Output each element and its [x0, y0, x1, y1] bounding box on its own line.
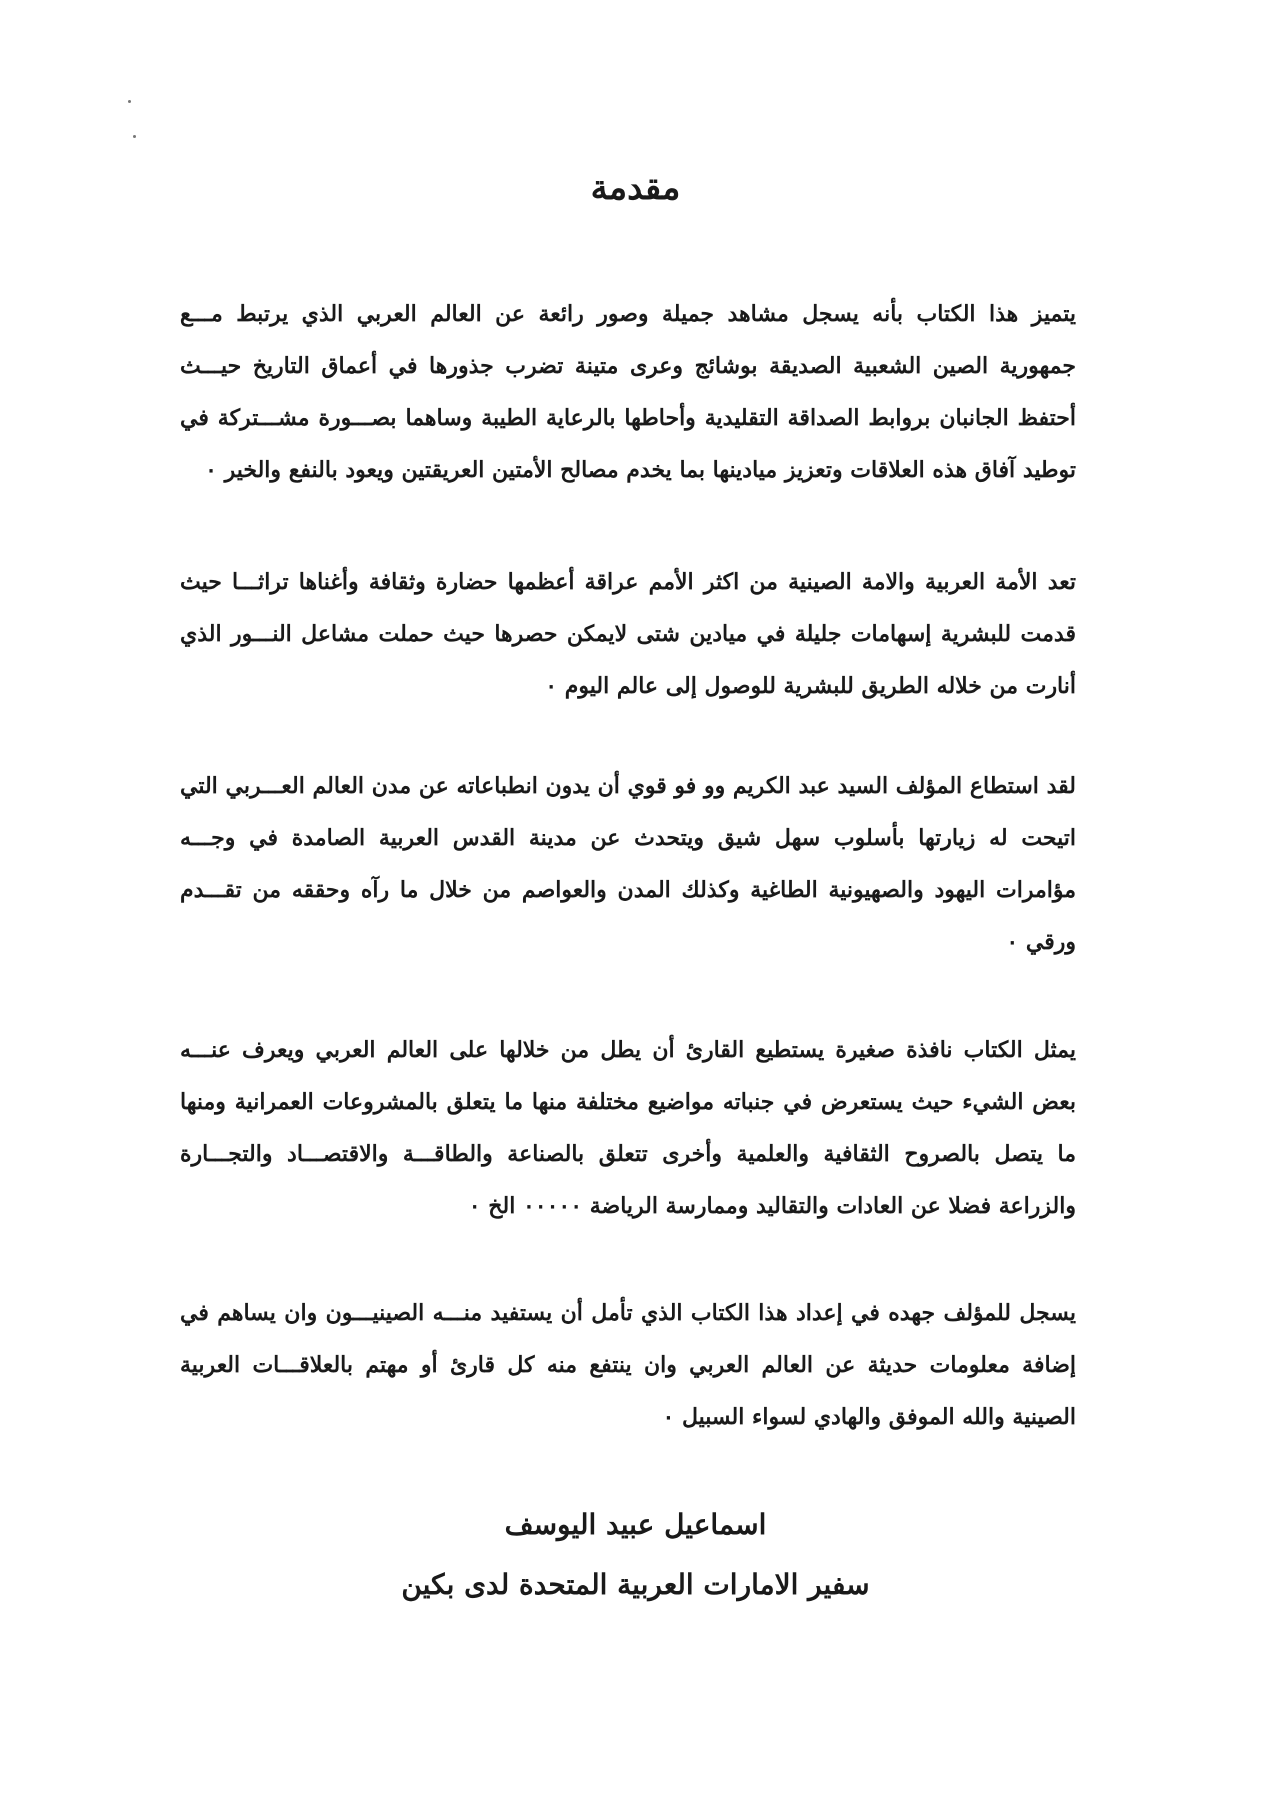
paragraph-4: يمثل الكتاب نافذة صغيرة يستطيع القارئ أن يطل من خلالها على العالم العربي ويعرف عنـــه بعض الشيء حيث يستعرض في جنباته مواضيع مختلفة منها ما يتعلق بالمشروعات العمرانية ومنها ما يتصل بالصروح الثقافية والعلمية وأخرى تتعلق بالصناعة والطاقـــة والاقتصـــاد والتجـــارة والزراعة فضلا عن العادات والتقاليد وممارسة الرياضة ٠٠٠٠٠ الخ ٠ — [180, 1037, 1076, 1219]
paragraph-3: لقد استطاع المؤلف السيد عبد الكريم وو فو قوي أن يدون انطباعاته عن مدن العالم العـــربي التي اتيحت له زيارتها بأسلوب سهل شيق ويتحدث عن مدينة القدس العربية الصامدة في وجـــه مؤامرات اليهود والصهيونية الطاغية وكذلك المدن والعواصم من خلال ما رآه وحققه من تقـــدم ورقي ٠ — [180, 773, 1076, 955]
page-title: مقدمة — [590, 168, 681, 208]
paragraph-2: تعد الأمة العربية والامة الصينية من اكثر الأمم عراقة أعظمها حضارة وثقافة وأغناها تراثـــا حيث قدمت للبشرية إسهامات جليلة في ميادين شتى لايمكن حصرها حيث حملت مشاعل النـــور الذي أنارت من خلاله الطريق للبشرية للوصول إلى عالم اليوم ٠ — [180, 569, 1076, 699]
scan-speck — [133, 135, 136, 138]
signature-title: سفير الامارات العربية المتحدة لدى بكين — [401, 1568, 870, 1601]
signature-name: اسماعيل عبيد اليوسف — [504, 1508, 767, 1541]
paragraph-1: يتميز هذا الكتاب بأنه يسجل مشاهد جميلة وصور رائعة عن العالم العربي الذي يرتبط مـــع جمهورية الصين الشعبية الصديقة بوشائج وعرى متينة تضرب جذورها في أعماق التاريخ حيـــث أحتفظ الجانبان بروابط الصداقة التقليدية وأحاطها بالرعاية الطيبة وساهما بصـــورة مشـــتركة في توطيد آفاق هذه العلاقات وتعزيز ميادينها بما يخدم مصالح الأمتين العريقتين ويعود بالنفع والخير ٠ — [180, 301, 1076, 483]
paragraph-5: يسجل للمؤلف جهده في إعداد هذا الكتاب الذي تأمل أن يستفيد منـــه الصينيـــون وان يساهم في إضافة معلومات حديثة عن العالم العربي وان ينتفع منه كل قارئ أو مهتم بالعلاقـــات العربية الصينية والله الموفق والهادي لسواء السبيل ٠ — [180, 1300, 1076, 1430]
scan-speck — [128, 100, 131, 103]
